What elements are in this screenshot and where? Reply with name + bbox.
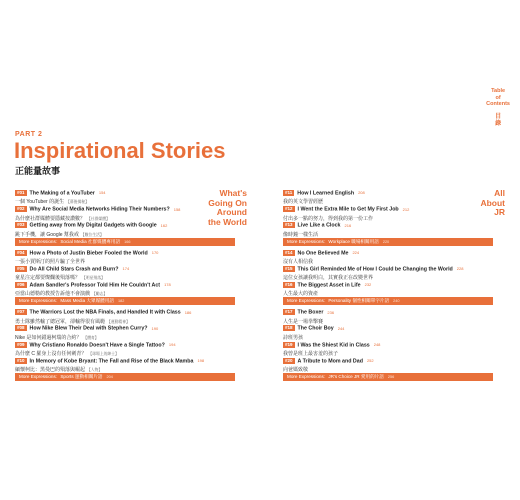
- entry-title: A Tribute to Mom and Dad: [297, 358, 363, 365]
- entry-tag: 【體育】: [83, 335, 99, 340]
- entry-title-row: [283, 206, 409, 212]
- entry-page-number: 178: [164, 282, 171, 288]
- entry-title: Adam Sandler's Professor Told Him He Couldn't Act: [29, 282, 161, 289]
- entry-cn-row: [15, 258, 158, 265]
- entry-page-number: 158: [173, 206, 181, 212]
- entry-tag: 【運動精神】: [107, 319, 130, 324]
- toc-entry[interactable]: [15, 206, 180, 221]
- entry-tag: 【社群媒體】: [87, 216, 110, 221]
- entry-cn-title: 像時鐘一樣生活: [283, 231, 319, 238]
- part-label: PART 2: [15, 131, 43, 138]
- toc-entry[interactable]: [15, 309, 191, 324]
- entry-page-number: 186: [184, 309, 192, 315]
- entry-title-row: [15, 222, 167, 228]
- entry-number-badge: #04: [17, 249, 25, 255]
- more-expressions-bar[interactable]: [15, 238, 235, 246]
- entry-cn-row: [283, 274, 463, 281]
- entry-number-badge: #10: [17, 357, 25, 363]
- entry-cn-title: 這位女孩讓我明白，其實我正在改變世界: [283, 275, 374, 282]
- more-expressions-bar[interactable]: [283, 297, 493, 305]
- entry-cn-title: Nike 是如何錯過柯瑞的合約？: [15, 334, 82, 341]
- entry-cn-row: [15, 350, 176, 357]
- toc-entry[interactable]: [283, 190, 365, 205]
- entry-page-number: 232: [364, 282, 372, 288]
- entry-page-number: 154: [98, 190, 106, 196]
- entry-title-row: [283, 309, 334, 315]
- more-expressions-bar[interactable]: [283, 373, 493, 381]
- entry-cn-title: 童星注定都要燦爛後殞落嗎？: [15, 275, 81, 282]
- entry-number-badge: #07: [17, 309, 25, 315]
- entry-title: Why Are Social Media Networks Hiding Their Numbers?: [29, 206, 170, 213]
- toc-entry[interactable]: [283, 206, 409, 221]
- entry-title: How Nike Blew Their Deal with Stephen Curry?: [29, 325, 148, 332]
- entry-page-number: 174: [122, 266, 130, 272]
- entry-title-row: [15, 358, 204, 364]
- entry-title-row: [15, 282, 171, 288]
- entry-cn-title: 為什麼社群媒體要隱藏按讚數？: [15, 215, 86, 222]
- bar-label: More Expressions：Workplace 職場相關用語: [287, 238, 379, 244]
- entry-tag: 【數位生活】: [80, 232, 104, 237]
- bar-page-number: 240: [393, 299, 400, 304]
- entry-tag: 【明星殞落】: [82, 276, 105, 281]
- entry-page-number: 162: [160, 222, 168, 228]
- bar-page-number: 256: [387, 375, 395, 379]
- bar-page-number: 166: [124, 239, 131, 244]
- entry-cn-title: 勇士隊雖然輸了總冠軍，卻輸得很有風範: [15, 318, 106, 325]
- entry-page-number: 212: [402, 206, 410, 212]
- entry-cn-title: 沒有人相信我: [283, 259, 314, 265]
- entry-cn-row: [15, 274, 129, 281]
- entry-title-row: [283, 250, 359, 256]
- entry-cn-row: [15, 318, 191, 325]
- entry-title-row: [15, 250, 158, 256]
- entry-title-row: [15, 342, 176, 348]
- entry-tag: 【勵志】: [92, 292, 108, 297]
- entry-cn-title: 為什麼 C 羅身上沒有任何刺青？: [15, 351, 87, 357]
- entry-page-number: 194: [168, 342, 176, 347]
- entry-cn-title: 詩班男孩: [283, 334, 304, 341]
- bar-label: More Expressions：Mass Media 大眾媒體用語: [19, 298, 114, 304]
- entry-title-row: [283, 342, 380, 348]
- toc-entry[interactable]: [283, 325, 344, 340]
- entry-page-number: 224: [352, 250, 360, 255]
- entry-cn-row: [15, 198, 106, 205]
- entry-number-badge: #20: [285, 357, 293, 363]
- entry-number-badge: #02: [17, 206, 25, 212]
- entry-page-number: 198: [197, 358, 205, 364]
- entry-cn-row: [15, 215, 180, 222]
- bar-label: More Expressions：Social Media 社群媒體專用語: [19, 238, 121, 244]
- section-title-world: What's Going On Around the World: [207, 188, 247, 227]
- entry-title: The Biggest Asset in Life: [297, 282, 361, 289]
- entry-tag: 【人物】: [87, 368, 103, 373]
- entry-title: The Boxer: [297, 309, 324, 316]
- entry-cn-title: 跳下手機，讓 Google 幫我戒: [15, 231, 79, 238]
- entry-title: Live Like a Clock: [297, 222, 341, 229]
- entry-cn-title: 一張小賈斯汀的照片騙了全世界: [15, 259, 86, 265]
- entry-title: The Choir Boy: [297, 325, 334, 332]
- toc-tab-cn: 目 錄: [495, 113, 502, 127]
- bar-page-number: 182: [117, 299, 125, 304]
- toc-entry[interactable]: [15, 325, 158, 340]
- entry-title: I Was the Shiest Kid in Class: [297, 342, 370, 348]
- entry-cn-title: 亞當山德勒的教授告訴他不會演戲: [15, 291, 91, 298]
- entry-title: The Warriors Lost the NBA Finals, and Handled It with Class: [29, 309, 181, 316]
- entry-page-number: 208: [358, 190, 365, 196]
- entry-title: How I Learned English: [297, 190, 355, 197]
- toc-entry[interactable]: [283, 358, 374, 373]
- entry-cn-title: 向爸媽致敬: [283, 367, 309, 374]
- entry-cn-title: 我曾是班上最害羞的孩子: [283, 351, 339, 357]
- entry-title-row: [15, 325, 158, 331]
- entry-cn-title: 我的英文學習經歷: [283, 199, 324, 206]
- bar-label: More Expressions：Sports 運動相關片語: [19, 374, 103, 379]
- entry-cn-title: 人生是一場拳擊賽: [283, 318, 324, 325]
- section-title-jr: All About JR: [480, 188, 505, 217]
- entry-cn-row: [283, 318, 334, 325]
- toc-entry[interactable]: [283, 222, 351, 237]
- toc-entry[interactable]: [15, 250, 158, 265]
- entry-title-row: [283, 358, 374, 364]
- entry-title: No One Believed Me: [297, 250, 349, 256]
- entry-title: In Memory of Kobe Bryant: The Fall and Rise of the Black Mamba: [29, 358, 194, 365]
- entry-page-number: 216: [344, 222, 352, 228]
- entry-title-row: [283, 190, 365, 196]
- table-of-contents-tab: [486, 88, 510, 128]
- entry-number-badge: #14: [285, 249, 293, 255]
- entry-title-row: [15, 190, 106, 196]
- more-expressions-bar[interactable]: [15, 297, 235, 305]
- toc-entry[interactable]: [15, 358, 204, 373]
- entry-number-badge: #09: [17, 341, 25, 347]
- toc-entry[interactable]: [283, 309, 334, 324]
- entry-number-badge: #05: [17, 265, 25, 271]
- entry-number-badge: #18: [285, 325, 293, 331]
- entry-page-number: 244: [337, 325, 345, 331]
- entry-number-badge: #03: [17, 222, 25, 228]
- toc-entry[interactable]: [15, 190, 106, 205]
- bar-page-number: 220: [382, 239, 390, 244]
- entry-page-number: 170: [151, 250, 159, 255]
- entry-cn-row: [283, 350, 380, 357]
- entry-cn-row: [15, 334, 158, 341]
- entry-number-badge: #11: [285, 190, 293, 195]
- entry-title-row: [283, 266, 463, 272]
- entry-page-number: 252: [366, 358, 374, 364]
- entry-page-number: 236: [327, 309, 335, 315]
- toc-entry[interactable]: [283, 266, 463, 281]
- toc-entry[interactable]: [283, 282, 371, 297]
- page-title: Inspirational Stories: [14, 138, 226, 163]
- entry-title-row: [15, 206, 180, 212]
- entry-page-number: 228: [456, 266, 464, 272]
- more-expressions-bar[interactable]: [283, 238, 493, 246]
- entry-number-badge: #01: [17, 190, 25, 195]
- entry-cn-row: [283, 258, 359, 265]
- entry-title-row: [15, 266, 129, 272]
- entry-title: How a Photo of Justin Bieber Fooled the World: [29, 250, 148, 256]
- entry-cn-row: [283, 198, 365, 205]
- toc-entry[interactable]: [283, 250, 359, 265]
- page-subtitle: 正能量故事: [15, 166, 61, 176]
- entry-page-number: 190: [151, 325, 159, 331]
- entry-title: Do All Child Stars Crash and Burn?: [29, 266, 119, 273]
- entry-cn-row: [283, 215, 409, 222]
- entry-page-number: 248: [373, 342, 381, 347]
- toc-entry[interactable]: [15, 266, 129, 281]
- bar-page-number: 204: [106, 375, 113, 379]
- entry-title: This Girl Reminded Me of How I Could be Changing the World: [297, 266, 453, 273]
- entry-tag: 【球場上的紳士】: [88, 352, 119, 356]
- entry-number-badge: #08: [17, 325, 25, 331]
- entry-title-row: [283, 222, 351, 228]
- entry-title-row: [283, 325, 344, 331]
- toc-tab-label: Table of Contents: [486, 88, 510, 107]
- toc-entry[interactable]: [15, 222, 167, 237]
- entry-number-badge: #16: [285, 282, 293, 287]
- entry-title-row: [283, 282, 371, 288]
- toc-entry[interactable]: [15, 342, 176, 357]
- entry-title: Getting away from My Digital Gadgets with Google: [29, 222, 157, 229]
- entry-cn-title: 緬懷柯比：黑曼巴的殞落與崛起: [15, 367, 86, 374]
- entry-number-badge: #19: [285, 341, 293, 347]
- more-expressions-bar[interactable]: [15, 373, 235, 381]
- entry-number-badge: #06: [17, 282, 25, 287]
- toc-entry[interactable]: [283, 342, 380, 357]
- entry-cn-title: 人生最大的資產: [283, 291, 319, 298]
- entry-cn-row: [283, 334, 344, 341]
- entry-tag: 【幕後揭秘】: [66, 200, 89, 205]
- entry-number-badge: #15: [285, 265, 293, 271]
- entry-title: The Making of a YouTuber: [29, 190, 95, 197]
- toc-entry[interactable]: [15, 282, 171, 297]
- entry-cn-title: 付出多一點的努力，得到我的第一份工作: [283, 215, 374, 222]
- entry-title: I Went the Extra Mile to Get My First Job: [297, 206, 399, 213]
- bar-label: More Expressions：JR's Choice JR 愛用的片語: [287, 374, 384, 379]
- entry-title-row: [15, 309, 191, 315]
- bar-label: More Expressions：Personality 個性相關單字片語: [287, 298, 390, 304]
- entry-cn-title: 一個 YouTuber 的誕生: [15, 199, 65, 206]
- entry-number-badge: #17: [285, 309, 293, 315]
- entry-number-badge: #13: [285, 222, 293, 228]
- entry-title: Why Cristiano Ronaldo Doesn't Have a Single Tattoo?: [29, 342, 165, 348]
- entry-number-badge: #12: [285, 206, 293, 212]
